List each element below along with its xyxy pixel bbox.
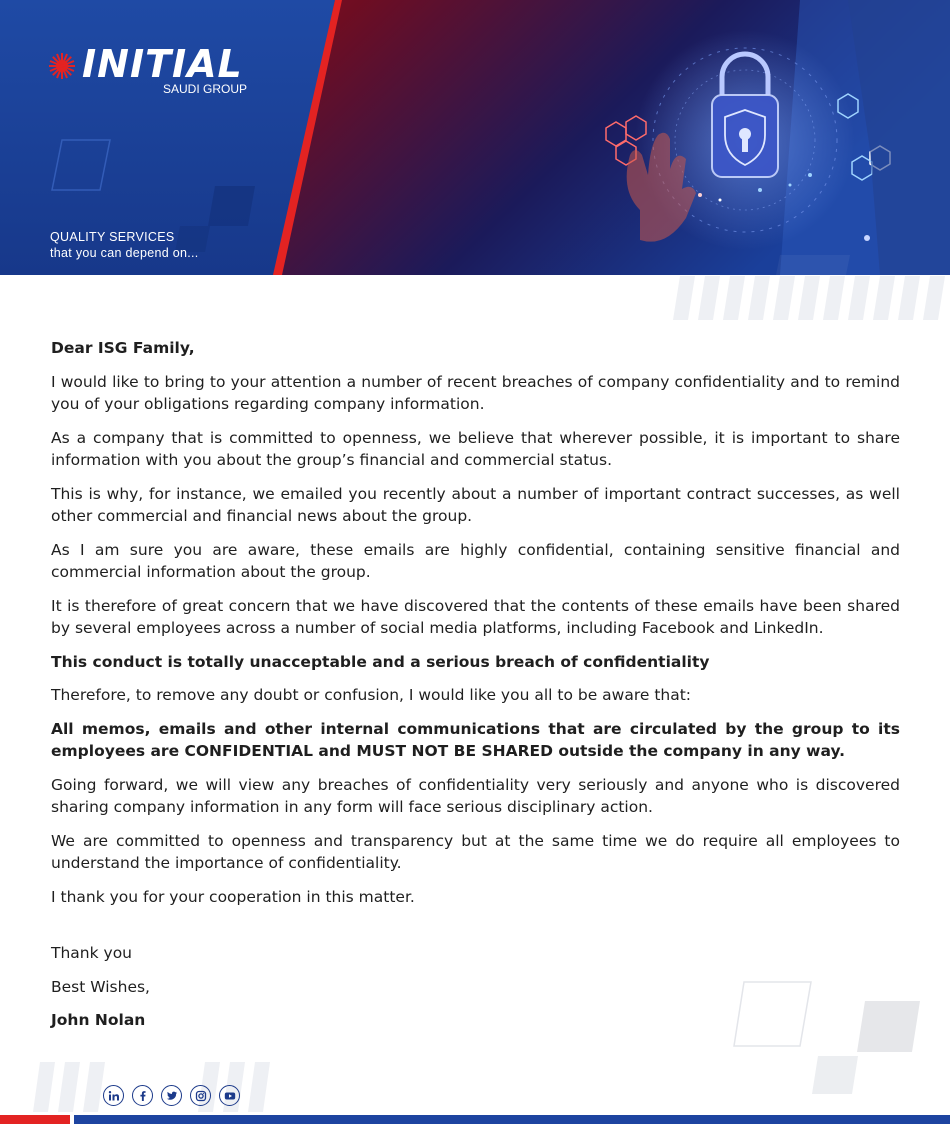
letter-greeting: Dear ISG Family, [51,339,195,357]
logo-subtitle: SAUDI GROUP [163,82,248,96]
emphasis-paragraph: This conduct is totally unacceptable and a serious breach of confidentiality [51,652,710,671]
letter-body [51,337,900,1043]
paragraph: As I am sure you are aware, these emails are highly confidential, containing sensitive financial and commercial information about the group. [51,540,900,581]
tagline-line-2: that you can depend on... [50,246,199,260]
youtube-icon[interactable] [219,1085,240,1106]
footer-bar-red [0,1115,70,1124]
signoff [51,942,900,1032]
paragraph: This is why, for instance, we emailed you recently about a number of important contract successes, as well other commercial and financial news about the group. [51,484,900,525]
twitter-icon[interactable] [161,1085,182,1106]
social-links [103,1085,240,1106]
paragraph: It is therefore of great concern that we have discovered that the contents of these emails have been shared by several employees across a number of social media platforms, including Facebook and LinkedIn. [51,596,900,637]
confidential-notice: All memos, emails and other internal communications that are circulated by the group to its employees are CONFIDENTIAL and MUST NOT BE SHARED outside the company in any way. [51,719,900,760]
paragraph: I would like to bring to your attention a number of recent breaches of company confidentiality and to remind you of your obligations regarding company information. [51,372,900,413]
paragraph: Going forward, we will view any breaches of confidentiality very seriously and anyone who is discovered sharing company information in any form will face serious disciplinary action. [51,775,900,816]
facebook-icon[interactable] [132,1085,153,1106]
paragraph: Therefore, to remove any doubt or confusion, I would like you all to be aware that: [51,686,692,704]
header-banner [0,0,950,275]
closing-wishes: Best Wishes, [51,977,150,996]
instagram-icon[interactable] [190,1085,211,1106]
linkedin-icon[interactable] [103,1085,124,1106]
footer-bar-blue [74,1115,950,1124]
paragraph: As a company that is committed to openness, we believe that wherever possible, it is important to share information with you about the group’s financial and commercial status. [51,428,900,469]
closing-thanks: Thank you [51,944,132,962]
signature-name: John Nolan [51,1011,146,1029]
starburst-logo-icon [48,52,76,80]
paragraph: We are committed to openness and transparency but at the same time we do require all employees to understand the importance of confidentiality. [51,831,900,872]
tagline-line-1: QUALITY SERVICES [50,230,175,244]
tagline [50,230,199,260]
paragraph: I thank you for your cooperation in this matter. [51,887,415,906]
logo-wordmark: INITIAL [82,42,243,86]
